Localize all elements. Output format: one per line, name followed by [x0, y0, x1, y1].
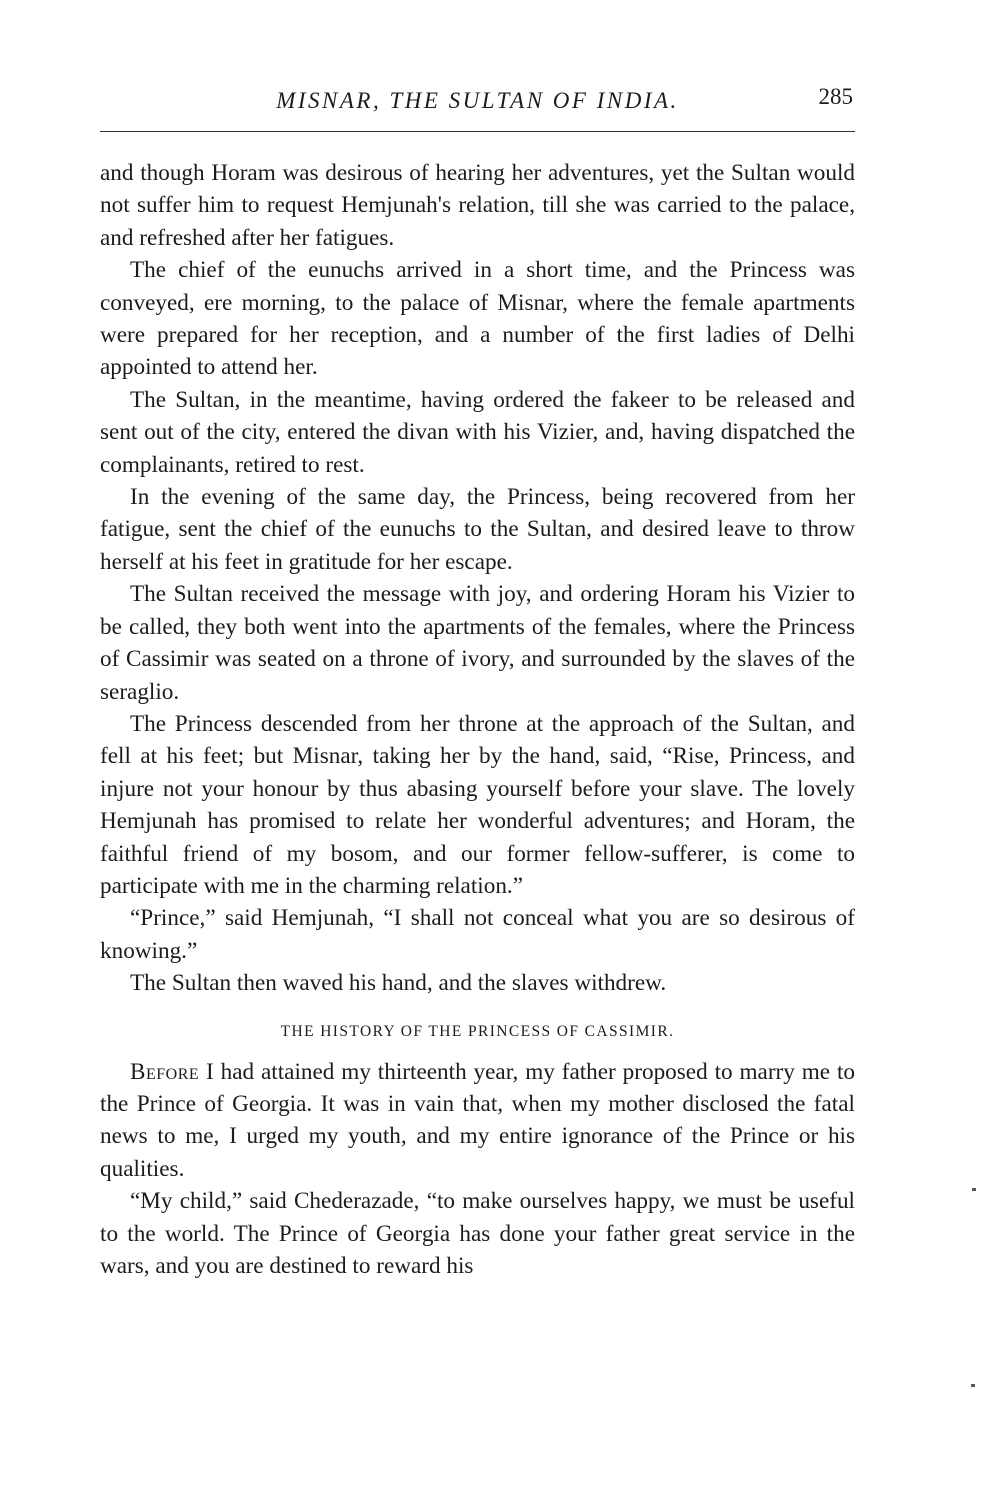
first-paragraph-text: I had attained my thirteenth year, my father proposed to marry me to the Prince of Georgia. It was in vain that, when my mother disclosed the fatal news to me, I urged my youth, and my entire ignorance of the Prince or his qualities.: [100, 1058, 855, 1182]
section-heading: THE HISTORY OF THE PRINCESS OF CASSIMIR.: [280, 1022, 675, 1040]
section-first-paragraph: [100, 1056, 855, 1186]
margin-speck: [971, 1384, 975, 1387]
header-rule: [100, 131, 855, 132]
paragraph: In the evening of the same day, the Princess, being recovered from her fatigue, sent the chief of the eunuchs to the Sultan, and desired leave to throw herself at his feet in gratitude for her escape.: [100, 484, 855, 575]
body-text: [100, 157, 855, 1282]
paragraph: “My child,” said Chederazade, “to make ourselves happy, we must be useful to the world. The Prince of Georgia has done your father great service in the wars, and you are destined to reward his: [100, 1188, 855, 1279]
paragraph: The chief of the eunuchs arrived in a short time, and the Princess was conveyed, ere morning, to the palace of Misnar, where the female apartments were prepared for her reception, and a number of the first ladies of Delhi appointed to attend her.: [100, 257, 855, 381]
paragraph: “Prince,” said Hemjunah, “I shall not conceal what you are so desirous of knowing.”: [100, 905, 855, 964]
margin-speck: [972, 1188, 976, 1191]
paragraph: The Sultan then waved his hand, and the slaves withdrew.: [130, 970, 667, 997]
paragraph: The Sultan received the message with joy, and ordering Horam his Vizier to be called, they both went into the apartments of the females, where the Princess of Cassimir was seated on a throne of ivory, and surrounded by the slaves of the seraglio.: [100, 581, 855, 705]
paragraph: The Princess descended from her throne at the approach of the Sultan, and fell at his feet; but Misnar, taking her by the hand, said, “Rise, Princess, and injure not your honour by thus abasing yourself before your slave. The lovely Hemjunah has promised to relate her wonderful adventures; and Horam, the faithful friend of my bosom, and our former fellow-sufferer, is come to participate with me in the charming relation.”: [100, 710, 855, 899]
first-word: Before: [130, 1058, 200, 1085]
paragraph: The Sultan, in the meantime, having ordered the fakeer to be released and sent out of the city, entered the divan with his Vizier, and, having dispatched the complainants, retired to rest.: [100, 386, 855, 478]
paragraph: and though Horam was desirous of hearing her adventures, yet the Sultan would not suffer him to request Hemjunah's relation, till she was carried to the palace, and refreshed after her fatigues.: [100, 160, 855, 251]
running-title: MISNAR, THE SULTAN OF INDIA.: [276, 88, 679, 113]
running-head: [100, 86, 855, 126]
page-number: 285: [818, 84, 853, 109]
